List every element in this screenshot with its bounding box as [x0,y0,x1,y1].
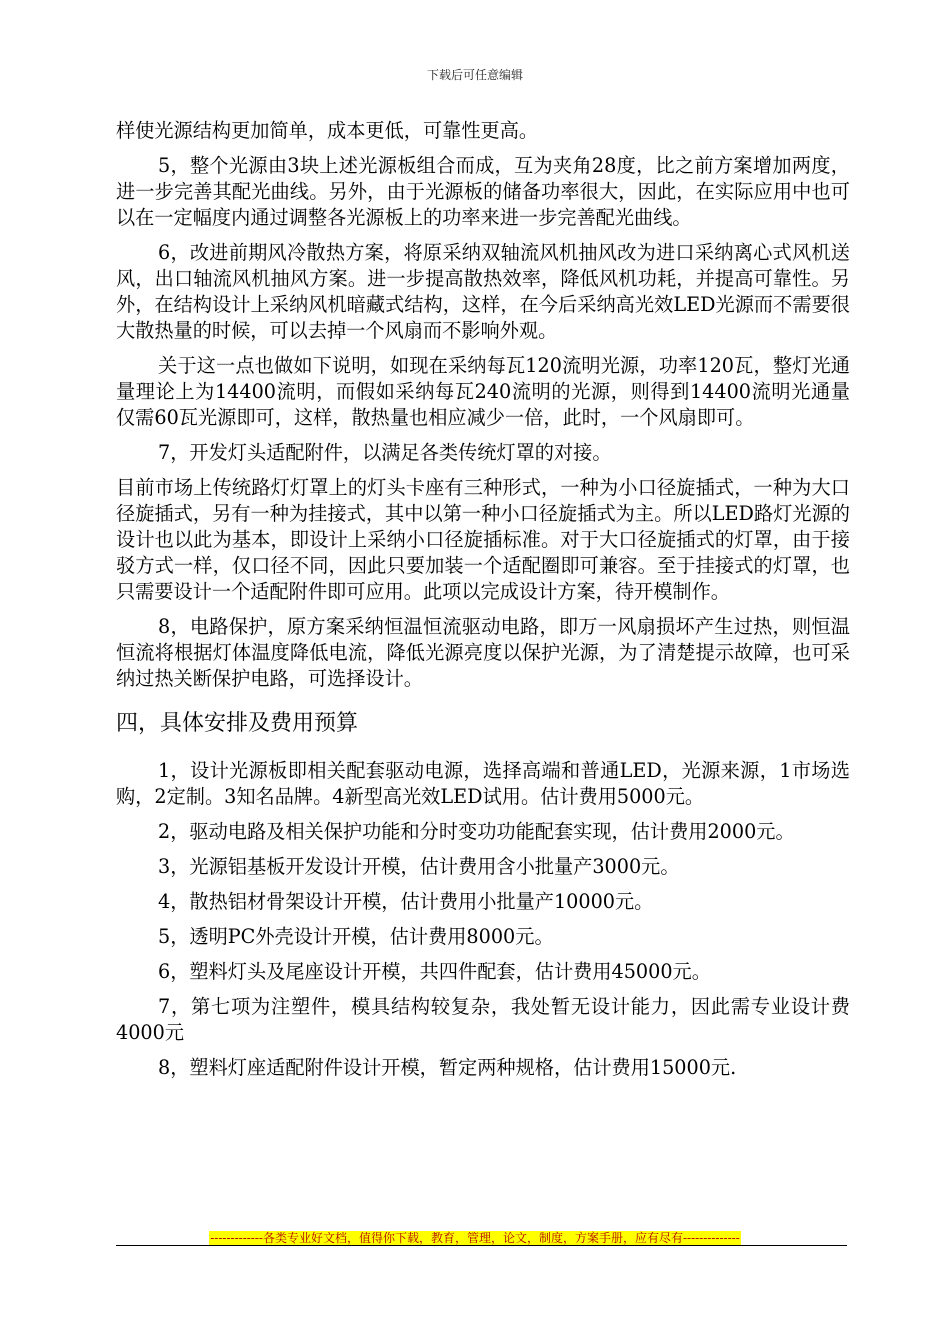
paragraph-item-7: 7，开发灯头适配附件，以满足各类传统灯罩的对接。 [158,441,612,464]
budget-item-5: 5，透明PC外壳设计开模，估计费用8000元。 [158,925,554,948]
footer-banner [0,1227,950,1246]
budget-item-2: 2，驱动电路及相关保护功能和分时变功功能配套实现，估计费用2000元。 [158,820,795,843]
paragraph-continuation: 样使光源结构更加简单，成本更低，可靠性更高。 [116,119,539,142]
page-header: 下载后可任意编辑 [426,68,523,82]
paragraph-item-8: 8，电路保护，原方案采纳恒温恒流驱动电路，即万一风扇损坏产生过热，则恒温恒流将根据灯体温度降低电流，降低光源亮度以保护光源，为了清楚提示故障，也可采纳过热关断保护电路，可选择设计。 [116,615,850,690]
budget-item-7: 7，第七项为注塑件，模具结构较复杂，我处暂无设计能力，因此需专业设计费4000元 [116,995,850,1044]
paragraph-item-6: 6，改进前期风冷散热方案，将原采纳双轴流风机抽风改为进口采纳离心式风机送风，出口轴流风机抽风方案。进一步提高散热效率，降低风机功耗，并提高可靠性。另外，在结构设计上采纳风机暗藏式结构，这样，在今后采纳高光效LED光源而不需要很大散热量的时候，可以去掉一个风扇而不影响外观。 [116,241,850,342]
paragraph-explanation: 关于这一点也做如下说明，如现在采纳每瓦120流明光源，功率120瓦，整灯光通量理论上为14400流明，而假如采纳每瓦240流明的光源，则得到14400流明光通量仅需60瓦光源即可，这样，散热量也相应减少一倍，此时，一个风扇即可。 [116,354,850,429]
paragraph-lamp-base: 目前市场上传统路灯灯罩上的灯头卡座有三种形式，一种为小口径旋插式，一种为大口径旋插式，另有一种为挂接式，其中以第一种小口径旋插式为主。所以LED路灯光源的设计也以此为基本，即设计上采纳小口径旋插标准。对于大口径旋插式的灯罩，由于接驳方式一样，仅口径不同，因此只要加装一个适配圈即可兼容。至于挂接式的灯罩，也只需要设计一个适配附件即可应用。此项以完成设计方案，待开模制作。 [116,476,850,603]
document-body [116,118,850,1090]
budget-item-1: 1，设计光源板即相关配套驱动电源，选择高端和普通LED，光源来源，1市场选购，2定制。3知名品牌。4新型高光效LED试用。估计费用5000元。 [116,759,850,808]
budget-item-6: 6，塑料灯头及尾座设计开模，共四件配套，估计费用45000元。 [158,960,711,983]
budget-item-4: 4，散热铝材骨架设计开模，估计费用小批量产10000元。 [158,890,654,913]
footer-divider [116,1245,847,1246]
section-heading: 四，具体安排及费用预算 [116,711,359,736]
budget-item-3: 3，光源铝基板开发设计开模，估计费用含小批量产3000元。 [158,855,680,878]
footer-banner-text: -------------各类专业好文档，值得你下载，教育，管理，论文，制度，方案手册，应有尽有-------------- [210,1231,740,1245]
paragraph-item-5: 5，整个光源由3块上述光源板组合而成，互为夹角28度，比之前方案增加两度，进一步完善其配光曲线。另外，由于光源板的储备功率很大，因此，在实际应用中也可以在一定幅度内通过调整各光源板上的功率来进一步完善配光曲线。 [116,154,850,229]
budget-item-8: 8，塑料灯座适配附件设计开模，暂定两种规格，估计费用15000元. [158,1056,737,1079]
